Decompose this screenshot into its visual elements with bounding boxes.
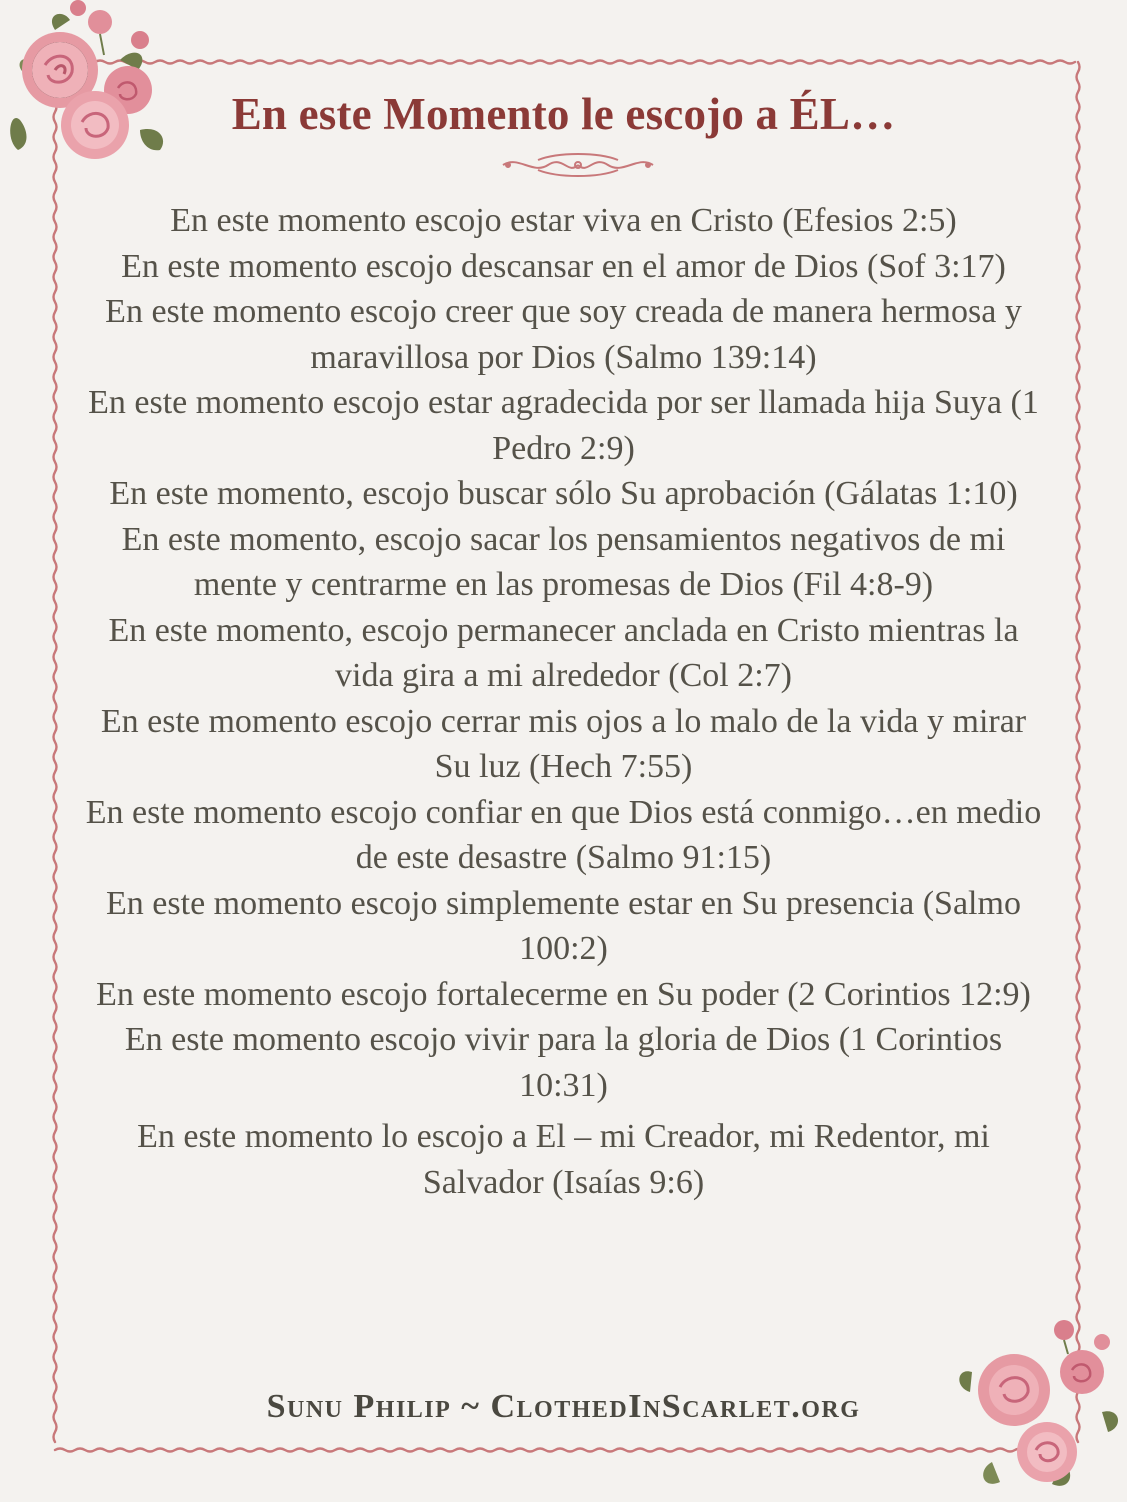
declaration-line: En este momento escojo fortalecerme en Su poder (2 Corintios 12:9) xyxy=(96,975,1031,1013)
declaration-line: En este momento, escojo permanecer anclada en Cristo mientras la vida gira a mi alrededor (Col 2:7) xyxy=(108,611,1019,694)
page-title: En este Momento le escojo a ÉL… xyxy=(231,89,896,139)
flourish-ornament-icon xyxy=(498,150,658,180)
declaration-line: En este momento escojo confiar en que Dios está conmigo…en medio de este desastre (Salmo 91:15) xyxy=(85,793,1042,876)
declaration-line: En este momento escojo vivir para la gloria de Dios (1 Corintios 10:31) xyxy=(124,1021,1003,1104)
declaration-line: En este momento escojo creer que soy creada de manera hermosa y maravillosa por Dios (Salmo 139:14) xyxy=(105,293,1022,376)
declaration-line: En este momento escojo estar agradecida por ser llamada hija Suya (1 Pedro 2:9) xyxy=(88,384,1039,467)
declaration-line: En este momento escojo simplemente estar en Su presencia (Salmo 100:2) xyxy=(106,884,1021,967)
declaration-list xyxy=(80,198,1047,1205)
declaration-line: En este momento, escojo buscar sólo Su aprobación (Gálatas 1:10) xyxy=(109,475,1018,512)
author-signature: Sunu Philip ~ ClothedInScarlet.org xyxy=(266,1388,861,1425)
declaration-line: En este momento, escojo sacar los pensamientos negativos de mi mente y centrarme en las promesas de Dios (Fil 4:8-9) xyxy=(121,520,1006,603)
declaration-line: En este momento escojo descansar en el amor de Dios (Sof 3:17) xyxy=(121,247,1006,285)
declaration-line: En este momento escojo cerrar mis ojos a lo malo de la vida y mirar Su luz (Hech 7:55) xyxy=(100,702,1027,785)
declaration-line: En este momento lo escojo a El – mi Creador, mi Redentor, mi Salvador (Isaías 9:6) xyxy=(137,1118,990,1201)
declaration-line: En este momento escojo estar viva en Cristo (Efesios 2:5) xyxy=(170,202,957,239)
